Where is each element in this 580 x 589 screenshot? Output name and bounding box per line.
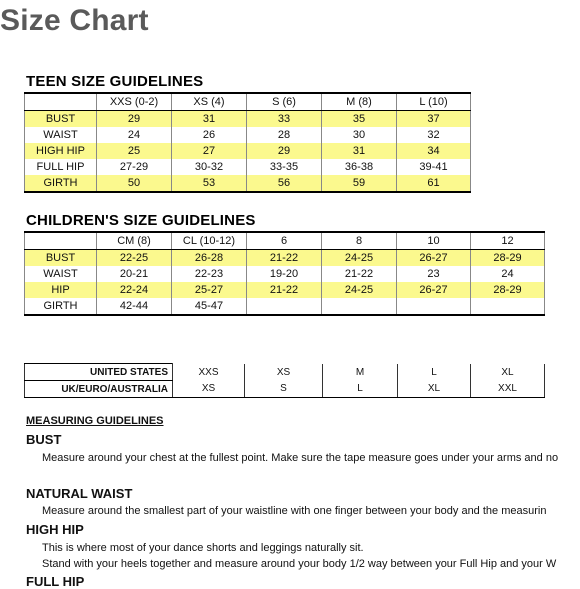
measuring-guidelines-title: MEASURING GUIDELINES [26,415,164,427]
bust-guideline-text: Measure around your chest at the fullest point. Make sure the tape measure goes under your arms and no [42,452,559,464]
size-header-cell: 6 [247,232,322,250]
measurement-value: 35 [322,111,397,128]
size-value: XL [471,364,545,381]
waist-guideline-text: Measure around the smallest part of your waistline with one finger between your body and the measurin [42,505,547,517]
size-header-cell: XXS (0-2) [97,93,172,111]
measurement-value: 21-22 [247,250,322,267]
measurement-value [397,298,471,315]
corner-cell [25,232,97,250]
size-header-cell: XS (4) [172,93,247,111]
measurement-label: WAIST [25,127,97,143]
measurement-value: 27 [172,143,247,159]
measurement-value: 28 [247,127,322,143]
measurement-value: 26 [172,127,247,143]
size-value: XXL [471,381,545,398]
size-value: L [398,364,471,381]
size-value: XS [245,364,323,381]
size-value: XL [398,381,471,398]
measurement-value: 22-25 [97,250,172,267]
teen-size-table [24,92,471,193]
measurement-row [25,266,545,282]
measurement-value: 26-27 [397,250,471,267]
measurement-label: HIP [25,282,97,298]
measurement-value: 22-24 [97,282,172,298]
measurement-value: 24-25 [322,282,397,298]
children-size-table [24,231,545,316]
measurement-value: 29 [97,111,172,128]
measurement-value: 30-32 [172,159,247,175]
measurement-value: 42-44 [97,298,172,315]
measurement-value: 22-23 [172,266,247,282]
size-header-cell: CM (8) [97,232,172,250]
high-hip-guideline-text-2: Stand with your heels together and measure around your body 1/2 way between your Full Hip and your W [42,558,557,570]
measurement-value: 24 [97,127,172,143]
bust-guideline-title: BUST [26,432,62,447]
size-header-cell: M (8) [322,93,397,111]
measurement-value [247,298,322,315]
header-row [25,93,471,111]
measurement-value: 56 [247,175,322,192]
measurement-value: 36-38 [322,159,397,175]
measurement-value: 32 [397,127,471,143]
size-conversion-table [24,363,545,398]
size-value: S [245,381,323,398]
measurement-label: GIRTH [25,175,97,192]
measurement-value: 59 [322,175,397,192]
high-hip-guideline-text-1: This is where most of your dance shorts and leggings naturally sit. [42,542,364,554]
measurement-value: 53 [172,175,247,192]
measurement-value: 28-29 [471,250,545,267]
conversion-row [25,381,545,398]
measurement-label: HIGH HIP [25,143,97,159]
measurement-value: 25-27 [172,282,247,298]
measurement-label: GIRTH [25,298,97,315]
region-label: UNITED STATES [25,364,173,381]
size-header-cell: 10 [397,232,471,250]
measurement-row [25,111,471,128]
measurement-value: 23 [397,266,471,282]
measurement-value: 24-25 [322,250,397,267]
measurement-row [25,127,471,143]
size-header-cell: L (10) [397,93,471,111]
size-header-cell: 12 [471,232,545,250]
measurement-value: 61 [397,175,471,192]
measurement-value: 33-35 [247,159,322,175]
size-header-cell: S (6) [247,93,322,111]
measurement-value [322,298,397,315]
full-hip-guideline-title: FULL HIP [26,574,85,589]
measurement-value: 29 [247,143,322,159]
measurement-value: 28-29 [471,282,545,298]
measurement-label: FULL HIP [25,159,97,175]
measurement-value: 31 [172,111,247,128]
measurement-value: 21-22 [322,266,397,282]
header-row [25,232,545,250]
measurement-row [25,143,471,159]
measurement-value: 45-47 [172,298,247,315]
measurement-value [471,298,545,315]
measurement-value: 20-21 [97,266,172,282]
measurement-value: 27-29 [97,159,172,175]
measurement-value: 31 [322,143,397,159]
measurement-value: 24 [471,266,545,282]
waist-guideline-title: NATURAL WAIST [26,486,133,501]
measurement-value: 19-20 [247,266,322,282]
measurement-label: BUST [25,250,97,267]
measurement-value: 30 [322,127,397,143]
measurement-row [25,298,545,315]
teen-section-title: TEEN SIZE GUIDELINES [26,73,204,90]
measurement-row [25,282,545,298]
high-hip-guideline-title: HIGH HIP [26,522,84,537]
measurement-value: 25 [97,143,172,159]
measurement-label: BUST [25,111,97,128]
measurement-label: WAIST [25,266,97,282]
children-section-title: CHILDREN'S SIZE GUIDELINES [26,212,256,229]
measurement-value: 50 [97,175,172,192]
corner-cell [25,93,97,111]
measurement-value: 21-22 [247,282,322,298]
size-header-cell: CL (10-12) [172,232,247,250]
page-title: Size Chart [0,4,149,37]
size-value: M [323,364,398,381]
measurement-row [25,175,471,192]
measurement-value: 37 [397,111,471,128]
measurement-value: 26-27 [397,282,471,298]
measurement-value: 39-41 [397,159,471,175]
size-value: L [323,381,398,398]
size-value: XXS [173,364,245,381]
region-label: UK/EURO/AUSTRALIA [25,381,173,398]
measurement-value: 34 [397,143,471,159]
measurement-row [25,250,545,267]
measurement-row [25,159,471,175]
size-header-cell: 8 [322,232,397,250]
conversion-row [25,364,545,381]
measurement-value: 33 [247,111,322,128]
size-value: XS [173,381,245,398]
measurement-value: 26-28 [172,250,247,267]
